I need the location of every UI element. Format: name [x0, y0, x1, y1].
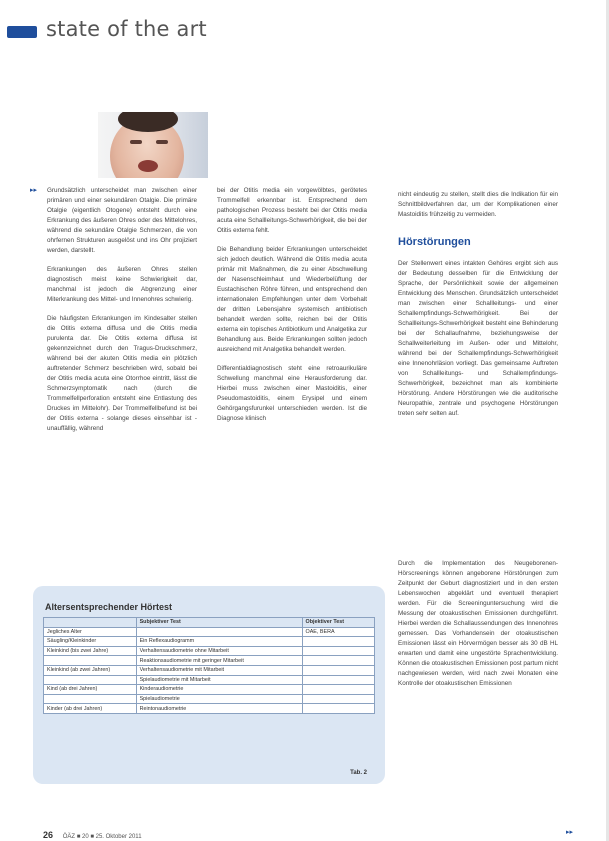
hearing-test-table — [43, 617, 375, 714]
table-cell — [302, 685, 375, 695]
table-cell: Kind (ab drei Jahren) — [44, 685, 137, 695]
paragraph: Die häufigsten Erkrankungen im Kindesalter stellen die Otitis externa diffusa und die Otitis media purulenta dar. Die Otitis externa diffusa ist gekennzeichnet durch den Tragus-Druckschmerz, während bei der akuten Otitis media ein plötzlich auftretender Schmerz beschrieben wird, sobald bei der Otitis media acuta eine Otorrhoe eintritt, lässt die Schmerzsymptomatik nach (durch die Trommelfellperforation entsteht eine Entlastung des Druckes im Mittelohr). Der Trommelfellbefund ist bei der Otitis externa - solange dieses einsehbar ist - unauffällig, während — [47, 315, 197, 432]
paragraph: Erkrankungen des äußeren Ohres stellen diagnostisch meist keine Schwierigkeit dar, manchmal ist jedoch die Abgrenzung einer Miterkrankung des Mittel- und Innenohres schwierig. — [47, 266, 197, 303]
table-cell: Kleinkind (ab zwei Jahren) — [44, 665, 137, 675]
table-row — [44, 685, 375, 695]
continue-arrow-icon: ▸▸ — [566, 829, 574, 836]
right-eye-shape — [156, 140, 168, 144]
table-row — [44, 637, 375, 647]
table-cell: Jegliches Alter — [44, 627, 137, 637]
table-row — [44, 704, 375, 714]
table-cell: Kinder (ab drei Jahren) — [44, 704, 137, 714]
issue-info: ÖÄZ ■ 20 ■ 25. Oktober 2011 — [62, 834, 142, 840]
table-cell: Säugling/Kleinkinder — [44, 637, 137, 647]
article-column-3 — [398, 190, 558, 427]
table-cell — [136, 627, 302, 637]
table-row — [44, 665, 375, 675]
table-cell — [44, 656, 137, 666]
page-number: 26 — [43, 830, 54, 840]
table-header-cell — [44, 618, 137, 628]
table-cell: Spielaudiometrie — [136, 694, 302, 704]
table-row — [44, 675, 375, 685]
table-title: Altersentsprechender Hörtest — [45, 602, 173, 612]
subheading: Hörstörungen — [398, 236, 471, 248]
section-title: state of the art — [46, 17, 207, 41]
page-footer — [43, 830, 142, 840]
paragraph: Grundsätzlich unterscheidet man zwischen einer primären und einer sekundären Otalgie. Die primäre Otalgie (eigentlich Otogene) entsteht durch eine Erkrankung des äußeren Ohres oder des Mittelohres, während die sekundäre Otalgie Schmerzen, die von ohrfernen Strukturen ausgelöst und ins Ohr projiziert werden, darstellt. — [47, 187, 197, 254]
table-cell: OAE, BERA — [302, 627, 375, 637]
table-cell: Spielaudiometrie mit Mitarbeit — [136, 675, 302, 685]
paragraph: Differentialdiagnostisch steht eine retroaurikuläre Schwellung manchmal eine Herausforderung dar. Hierbei muss zwischen einer Mastoiditis, einer Pseudomastoiditis, einem Erysipel und einem Gehörgangsfurunkel unterschieden werden. Ist die Diagnose klinisch — [217, 365, 367, 422]
table-cell: Ein Reflexaudiogramm — [136, 637, 302, 647]
paragraph: Der Stellenwert eines intakten Gehöres ergibt sich aus der Bedeutung desselben für die Entwicklung der Sprache, der Persönlichkeit sowie der allgemeinen Entwicklung des Menschen. Grundsätzlich unterscheidet man zwischen einer Schallleitungs- und einer Schallempfindungs-Schwerhörigkeit. Bei der Schallleitungs-Schwerhörigkeit besteht eine Behinderung bei der Schallaufnahme, beziehungsweise der Schallweiterleitung im Außen- oder und Mittelohr, während bei der Schallempfindungs-Schwerhörigkeit eine Innenohrläsion vorliegt. Das gemeinsame Auftreten von Schallleitungs- und Schallempfindungs-Schwerhörigkeit, bezeichnet man als kombinierte Hörstörung. Andere Hörstörungen wie die auditorische Neuropathie, zentrale und psychogene Hörstörungen treten sehr selten auf. — [398, 260, 558, 417]
hearing-test-table-box — [33, 586, 385, 784]
article-column-1 — [47, 186, 197, 443]
crying-child-photo — [98, 112, 208, 178]
table-header-cell: Objektiver Test — [302, 618, 375, 628]
table-cell: Reintonaudiometrie — [136, 704, 302, 714]
table-row — [44, 627, 375, 637]
article-column-2 — [217, 186, 367, 433]
table-caption: Tab. 2 — [350, 770, 367, 776]
article-column-3-lower — [398, 559, 558, 689]
mouth-shape — [138, 160, 158, 172]
table-header-cell: Subjektiver Test — [136, 618, 302, 628]
table-cell — [302, 646, 375, 656]
table-cell: Kleinkind (bis zwei Jahre) — [44, 646, 137, 656]
table-cell — [302, 656, 375, 666]
paragraph: nicht eindeutig zu stellen, stellt dies die Indikation für ein Schnittbildverfahren dar, um der Komplikationen einer Mastoiditis frühzeitig zu vermeiden. — [398, 191, 558, 218]
paragraph: Die Behandlung beider Erkrankungen unterscheidet sich jedoch deutlich. Während die Otitis media acuta primär mit Maßnahmen, die zu einer Abschwellung der Nasenschleimhaut und Wiederbelüftung der Eustachischen Röhre führen, und entsprechend den internationalen Empfehlungen unter dem Vorbehalt der dritten Lebensjahre systemisch antibiotisch behandelt werden sollte, reichen bei der Otitis externa ein topisches Antibiotikum und Analgetika zur Behandlung aus. Beide Erkrankungen sollten jedoch ausreichend mit Analgetika behandelt werden. — [217, 246, 367, 353]
table-cell: Reaktionsaudiometrie mit geringer Mitarbeit — [136, 656, 302, 666]
table-cell — [44, 675, 137, 685]
table-row — [44, 646, 375, 656]
table-cell — [302, 675, 375, 685]
table-cell — [302, 637, 375, 647]
paragraph: bei der Otitis media ein vorgewölbtes, gerötetes Trommelfell erkennbar ist. Entsprechend dem pathologischen Prozess besteht bei der Otitis media acuta eine Schallleitungs-Schwerhörigkeit, die bei der Otitis externa fehlt. — [217, 187, 367, 234]
table-cell — [44, 694, 137, 704]
table-cell: Verhaltensaudiometrie mit Mitarbeit — [136, 665, 302, 675]
table-cell — [302, 665, 375, 675]
table-cell — [302, 704, 375, 714]
table-cell: Verhaltensaudiometrie ohne Mitarbeit — [136, 646, 302, 656]
left-eye-shape — [130, 140, 142, 144]
table-cell — [302, 694, 375, 704]
table-row — [44, 656, 375, 666]
table-row — [44, 694, 375, 704]
continue-arrow-icon: ▸▸ — [30, 187, 38, 194]
paragraph: Durch die Implementation des Neugeborenen-Hörscreenings können angeborene Hörstörungen zum Zeitpunkt der Geburt diagnostiziert und in den ersten Lebenswochen abgeklärt und eventuell therapiert werden. Für die Screeninguntersuchung wird die Messung der otoakustischen Emissionen durchgeführt. Hierbei werden die Schallaussendungen des Innenohres gemessen. Das Vorhandensein der otoakustischen Emissionen lässt ein Hörvermögen besser als 30 dB HL erwarten und damit eine ungestörte Sprachentwicklung. Können die otoakustischen Emissionen post partum nicht nachgewiesen werden, wird nach zwei Monaten eine Kontrolle der otoakustischen Emissionen — [398, 560, 558, 687]
table-header-row — [44, 618, 375, 628]
section-marker-bar — [7, 26, 37, 38]
table-cell: Kinderaudiometrie — [136, 685, 302, 695]
